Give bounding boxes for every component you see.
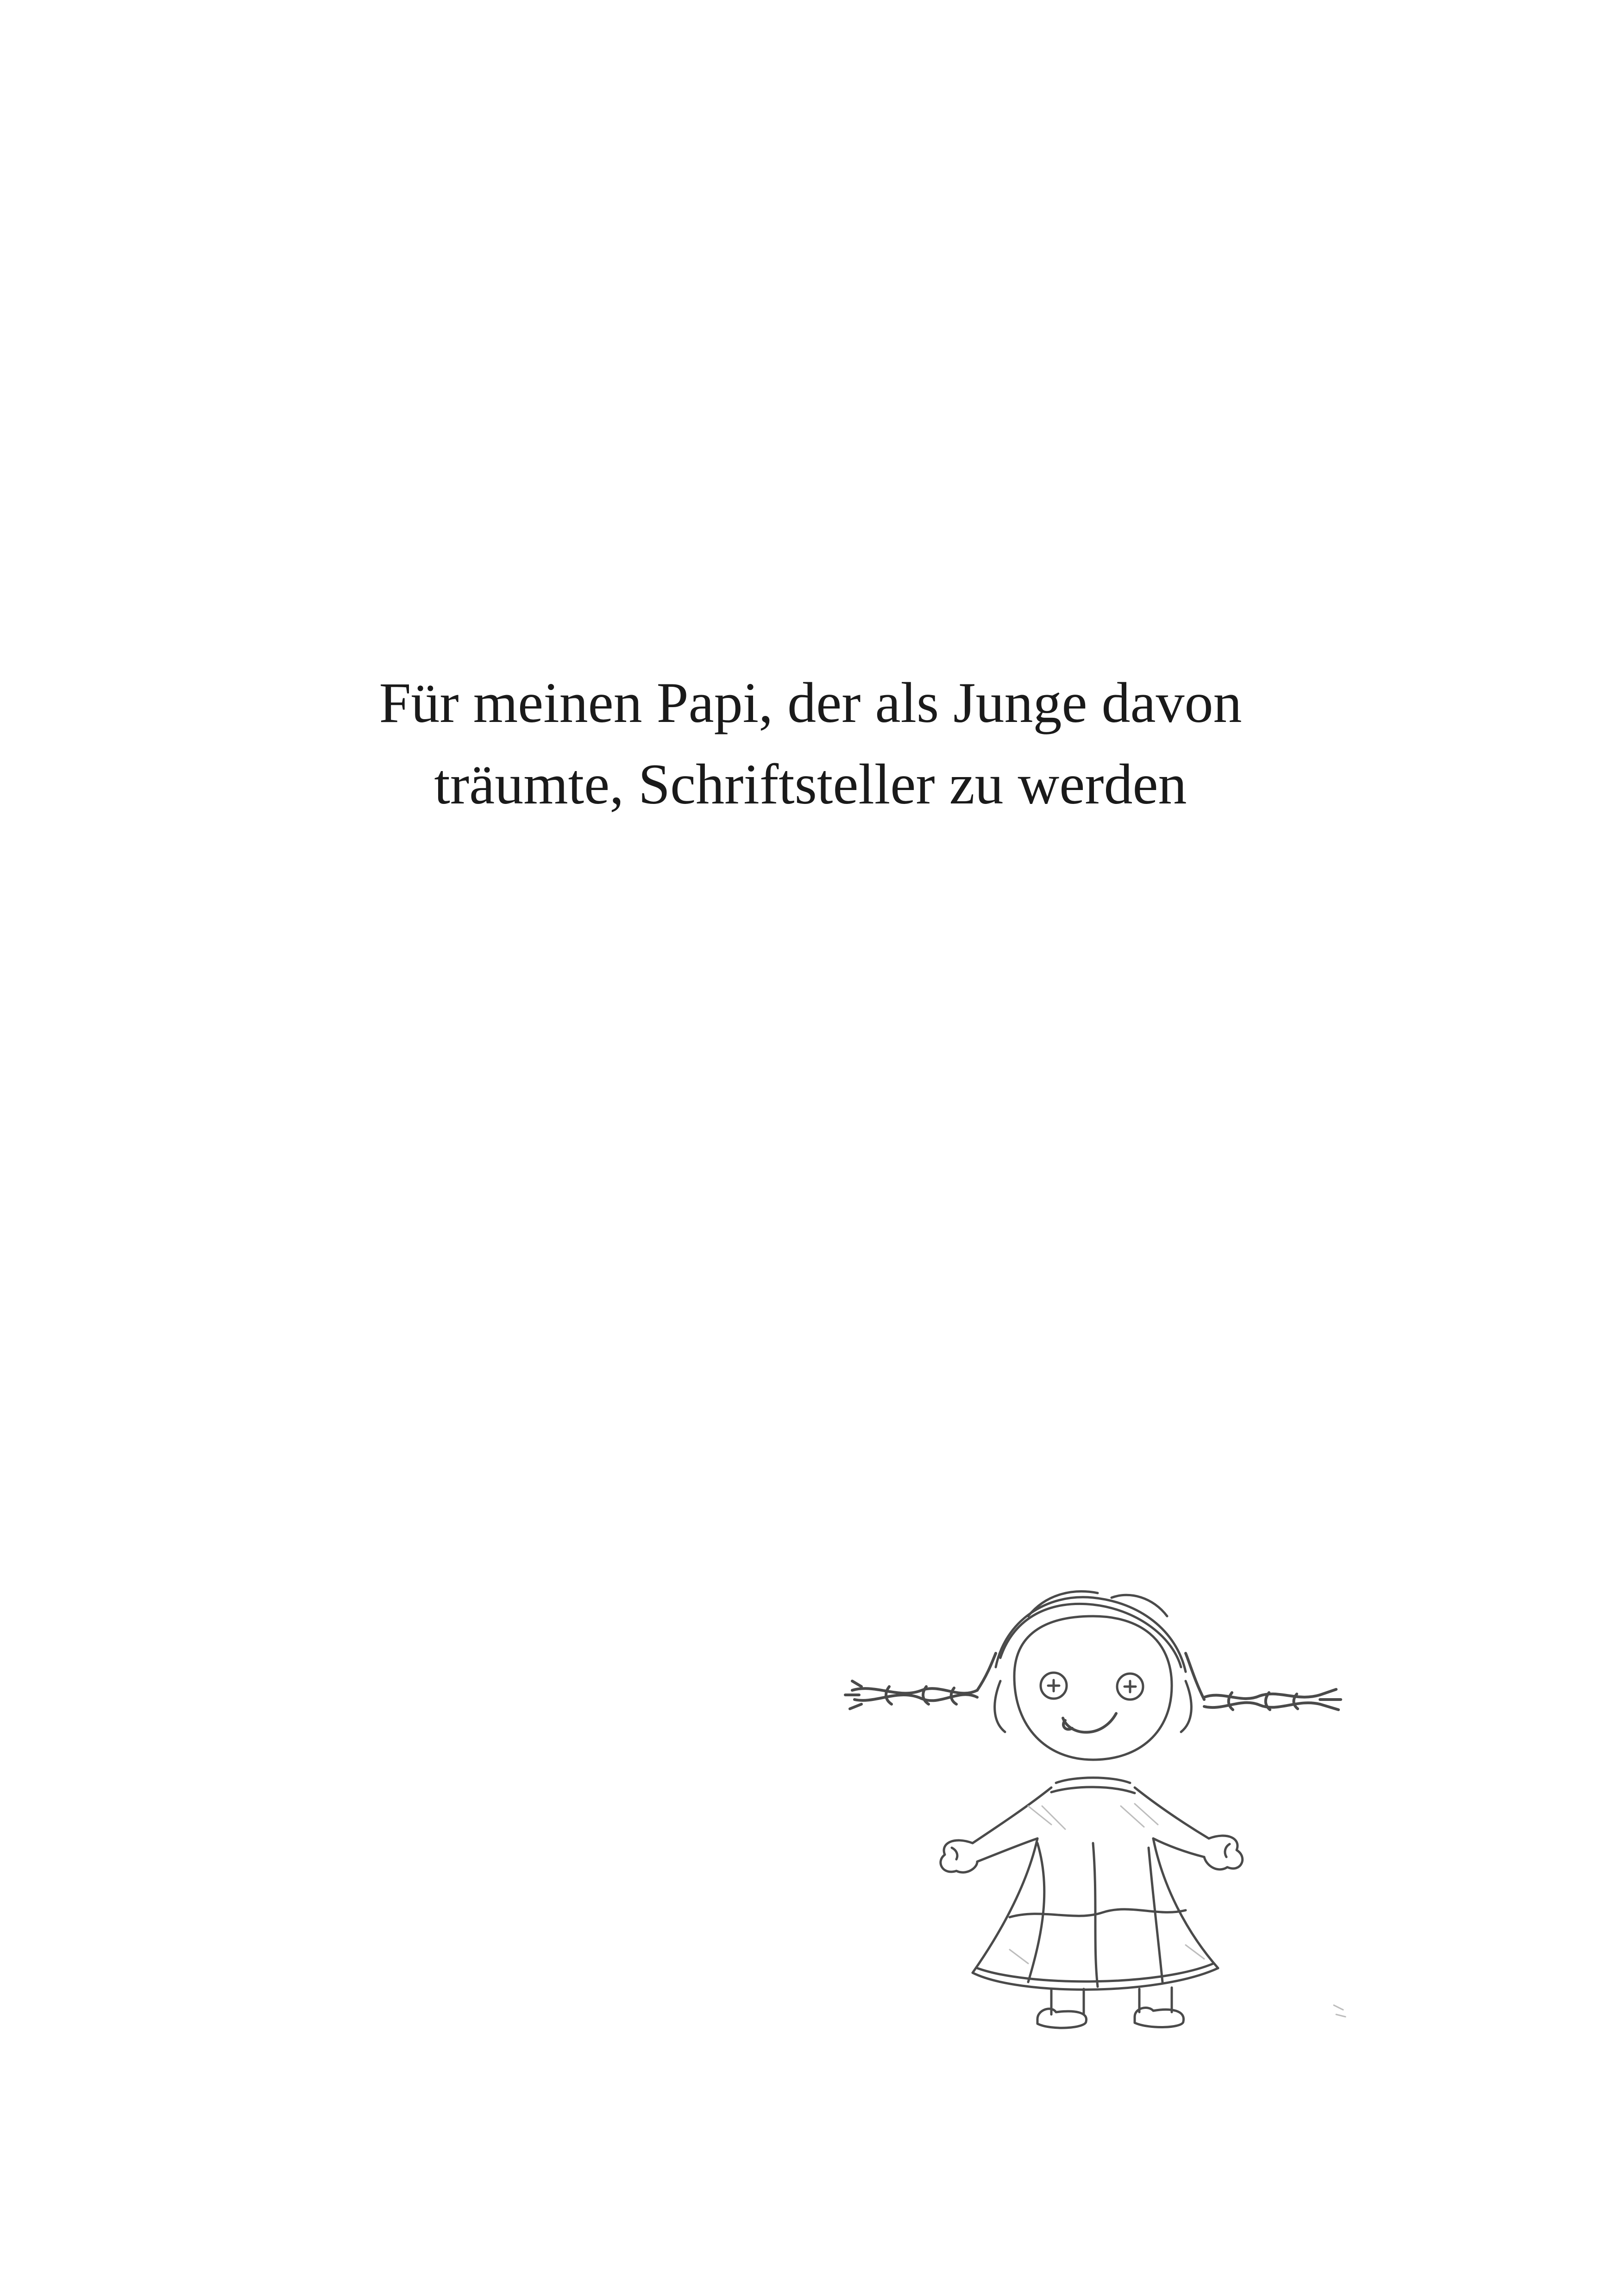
left-braid: [845, 1653, 996, 1709]
legs-and-shoes: [1037, 1988, 1184, 2028]
dress: [973, 1788, 1218, 1989]
smile: [1063, 1713, 1116, 1732]
dedication-line-2: träumte, Schriftsteller zu werden: [434, 753, 1187, 816]
collar: [1051, 1778, 1135, 1793]
hair: [995, 1592, 1192, 1732]
dedication-line-1: Für meinen Papi, der als Junge davon: [379, 671, 1242, 734]
girl-sketch-illustration: [834, 1565, 1366, 2084]
dedication-text: [0, 662, 1621, 825]
head: [1014, 1616, 1172, 1760]
button-eyes: [1041, 1673, 1143, 1700]
right-braid: [1186, 1653, 1341, 1710]
